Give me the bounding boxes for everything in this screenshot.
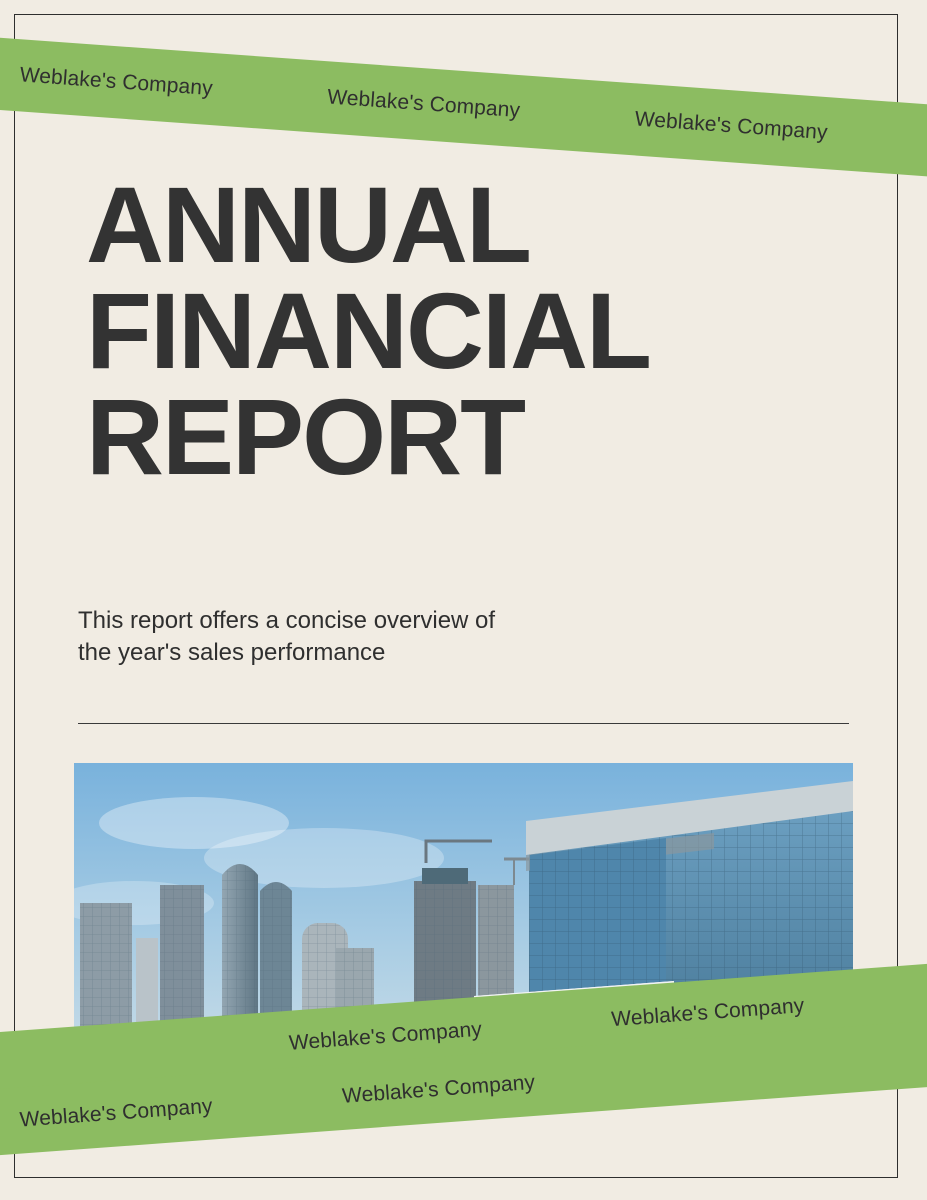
page-title: [86, 164, 846, 497]
watermark-text: Weblake's Company: [288, 1017, 483, 1055]
report-subtitle: This report offers a concise overview of the year's sales performance: [78, 607, 496, 666]
watermark-band-top: [0, 35, 927, 179]
watermark-text: Weblake's Company: [326, 85, 521, 123]
title-line-1: ANNUAL: [86, 164, 530, 285]
watermark-text: Weblake's Company: [633, 107, 829, 145]
title-line-2: FINANCIAL: [86, 269, 650, 391]
title-line-3: REPORT: [86, 375, 525, 497]
horizontal-divider: [78, 723, 849, 724]
watermark-text: Weblake's Company: [341, 1070, 536, 1108]
watermark-text: Weblake's Company: [610, 994, 806, 1032]
watermark-text: Weblake's Company: [19, 63, 214, 101]
watermark-text: Weblake's Company: [18, 1094, 214, 1132]
